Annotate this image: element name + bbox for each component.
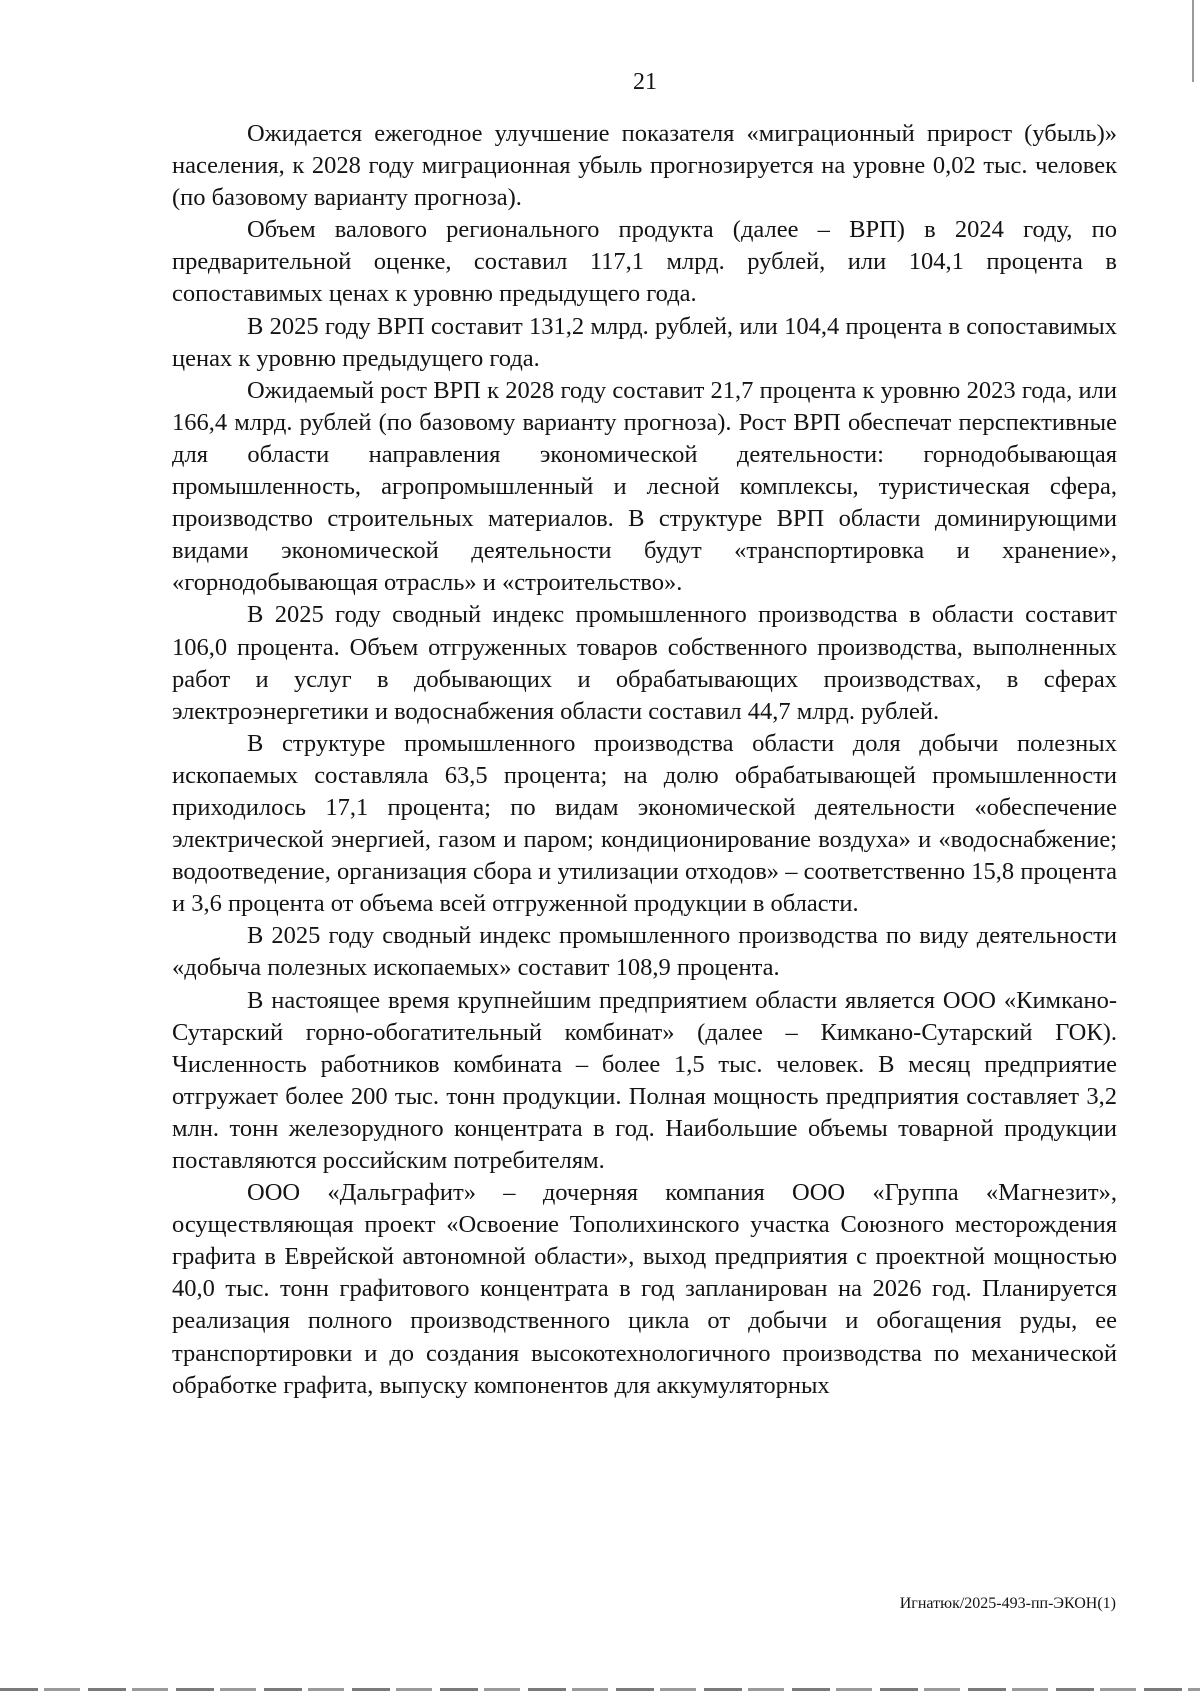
paragraph-kimkano-sutarsky: В настоящее время крупнейшим предприятием области является ООО «Кимкано-Сутарский горно-обогатительный комбинат» (далее – Кимкано-Сутарский ГОК). Численность работников комбината – более 1,5 тыс. человек. В месяц предприятие отгружает более 200 тыс. тонн продукции. Полная мощность предприятия составляет 3,2 млн. тонн железорудного концентрата в год. Наибольшие объемы товарной продукции поставляются российским потребителям. xyxy=(172,986,1117,1174)
document-body xyxy=(172,118,1117,1402)
paragraph-dalgrafit: ООО «Дальграфит» – дочерняя компания ООО «Группа «Магнезит», осуществляющая проект «Освоение Тополихинского участка Союзного месторождения графита в Еврейской автономной области», выход предприятия с проектной мощностью 40,0 тыс. тонн графитового концентрата в год запланирован на 2026 год. Планируется реализация полного производственного цикла от добычи и обогащения руды, ее транспортировки и до создания высокотехнологичного производства по механической обработке графита, выпуску компонентов для аккумуляторных xyxy=(172,1179,1117,1399)
paragraph-mining-index: В 2025 году сводный индекс промышленного производства по виду деятельности «добыча полезных ископаемых» составит 108,9 процента. xyxy=(172,922,1117,982)
paragraph-grp-2025: В 2025 году ВРП составит 131,2 млрд. рублей, или 104,4 процента в сопоставимых ценах к уровню предыдущего года. xyxy=(172,312,1117,372)
page-number: 21 xyxy=(633,69,657,95)
scan-bottom-line xyxy=(0,1688,1200,1691)
document-footer-id: Игнатюк/2025-493-пп-ЭКОН(1) xyxy=(899,1595,1116,1612)
paragraph-grp-growth: Ожидаемый рост ВРП к 2028 году составит 21,7 процента к уровню 2023 года, или 166,4 млрд. рублей (по базовому варианту прогноза). Рост ВРП обеспечат перспективные для области направления экономической деятельности: горнодобывающая промышленность, агропромышленный и лесной комплексы, туристическая сфера, производство строительных материалов. В структуре ВРП области доминирующими видами экономической деятельности будут «транспортировка и хранение», «горнодобывающая отрасль» и «строительство». xyxy=(172,376,1117,597)
paragraph-industrial-index: В 2025 году сводный индекс промышленного производства в области составит 106,0 процента. Объем отгруженных товаров собственного производства, выполненных работ и услуг в добывающих и обрабатывающих производствах, в сферах электроэнергетики и водоснабжения области составил 44,7 млрд. рублей. xyxy=(172,601,1117,725)
paragraph-grp-2024: Объем валового регионального продукта (далее – ВРП) в 2024 году, по предварительной оценке, составил 117,1 млрд. рублей, или 104,1 процента в сопоставимых ценах к уровню предыдущего года. xyxy=(172,216,1117,308)
paragraph-migration: Ожидается ежегодное улучшение показателя «миграционный прирост (убыль)» населения, к 2028 году миграционная убыль прогнозируется на уровне 0,02 тыс. человек (по базовому варианту прогноза). xyxy=(172,120,1117,212)
paragraph-industry-structure: В структуре промышленного производства области доля добычи полезных ископаемых составляла 63,5 процента; на долю обрабатывающей промышленности приходилось 17,1 процента; по видам экономической деятельности «обеспечение электрической энергией, газом и паром; кондиционирование воздуха» и «водоснабжение; водоотведение, организация сбора и утилизации отходов» – соответственно 15,8 процента и 3,6 процента от объема всей отгруженной продукции в области. xyxy=(172,729,1117,918)
